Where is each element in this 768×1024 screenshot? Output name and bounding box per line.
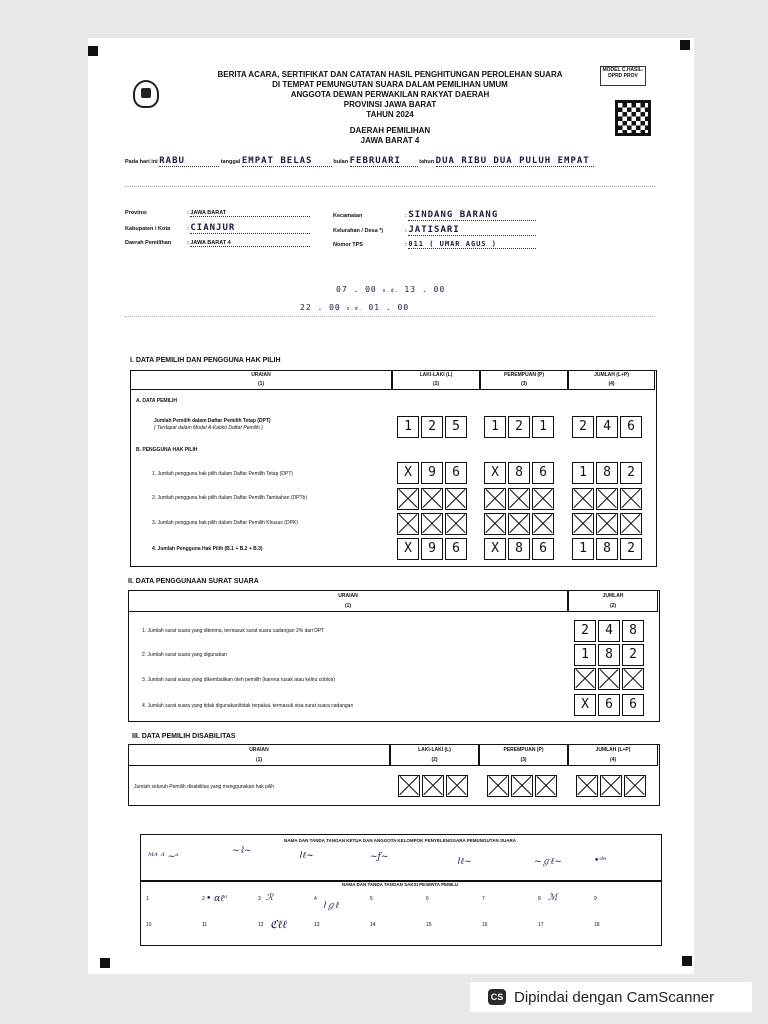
- signature-number: 5: [370, 896, 373, 902]
- signature: ~ℊℓ~: [534, 857, 562, 867]
- s2-r3: 3. Jumlah surat suara yang dikembalikan oleh pemilih (karena rusak atau keliru coblos): [142, 677, 335, 683]
- crossed-box: [421, 513, 443, 535]
- digit-box: X: [574, 694, 596, 716]
- registration-mark: [680, 40, 690, 50]
- digit-box: 1: [574, 644, 596, 666]
- signature: ℛ: [266, 893, 274, 903]
- signature: ~⌇~: [232, 846, 252, 856]
- kabupaten-value: CIANJUR: [190, 223, 310, 234]
- tahun-value: DUA RIBU DUA PULUH EMPAT: [436, 156, 594, 167]
- crossed-box: [508, 513, 530, 535]
- s2-r4: 4. Jumlah surat suara yang tidak digunakan/tidak terpakai, termasuk sisa surat suara cadangan: [142, 703, 354, 709]
- document-header: [190, 70, 590, 146]
- bulan-label: bulan: [333, 159, 349, 165]
- crossed-box: [398, 775, 420, 797]
- crossed-box: [598, 668, 620, 690]
- date-line: [125, 156, 594, 167]
- digit-box: 5: [445, 416, 467, 438]
- crossed-box: [622, 668, 644, 690]
- signature-number: 2: [202, 896, 205, 902]
- signature-number: 6: [426, 896, 429, 902]
- s1-b4: 4. Jumlah Pengguna Hak Pilih (B.1 + B.2 + B.3): [152, 546, 263, 552]
- s1-a-row-sub: ( Terdapat dalam Model A-Kabko Daftar Pemilih ): [154, 425, 263, 431]
- signature: ⌇ℊℓ: [322, 901, 340, 911]
- digit-box: 9: [421, 538, 443, 560]
- digit-box: 2: [574, 620, 596, 642]
- provinsi-value: JAWA BARAT: [190, 210, 310, 217]
- s1-header-total: JUMLAH (L+P) (4): [568, 370, 655, 390]
- digit-box: X: [397, 462, 419, 484]
- s1-a-title: A. DATA PEMILIH: [136, 398, 178, 404]
- crossed-box: [532, 488, 554, 510]
- crossed-box: [421, 488, 443, 510]
- signature-number: 8: [538, 896, 541, 902]
- hari-value: RABU: [159, 156, 219, 167]
- crossed-box: [508, 488, 530, 510]
- crossed-box: [484, 488, 506, 510]
- crossed-box: [620, 488, 642, 510]
- dapil-value: JAWA BARAT 4: [360, 136, 420, 145]
- tahun-label: tahun: [419, 159, 435, 165]
- digit-box: 1: [572, 462, 594, 484]
- header-line: TAHUN 2024: [366, 110, 414, 119]
- time-counting: 22 . 00 s.d. 01 . 00: [300, 303, 410, 312]
- digit-box: 6: [445, 462, 467, 484]
- s1-b1: 1. Jumlah pengguna hak pilih dalam Daftar Pemilih Tetap (DPT): [152, 471, 294, 477]
- registration-mark: [100, 958, 110, 968]
- time-voting: 07 . 00 s.d. 13 . 00: [336, 285, 446, 294]
- registration-mark: [682, 956, 692, 966]
- camscanner-text: Dipindai dengan CamScanner: [514, 988, 715, 1006]
- signature-block-saksi: [140, 880, 662, 946]
- kpu-logo: [133, 80, 159, 108]
- signature-number: 13: [314, 922, 320, 928]
- s1-header-l: LAKI-LAKI (L) (2): [392, 370, 480, 390]
- digit-box: 9: [421, 462, 443, 484]
- digit-box: 8: [622, 620, 644, 642]
- digit-box: 8: [508, 538, 530, 560]
- digit-box: 8: [598, 644, 620, 666]
- crossed-box: [576, 775, 598, 797]
- crossed-box: [572, 513, 594, 535]
- bulan-value: FEBRUARI: [350, 156, 418, 167]
- crossed-box: [596, 513, 618, 535]
- signature-number: 16: [482, 922, 488, 928]
- digit-box: 2: [508, 416, 530, 438]
- digit-box: X: [484, 538, 506, 560]
- s3-header-total: JUMLAH (L+P) (4): [568, 744, 658, 766]
- s2-header-jumlah: JUMLAH (2): [568, 590, 658, 612]
- signature-number: 12: [258, 922, 264, 928]
- signature-number: 11: [202, 922, 208, 928]
- crossed-box: [511, 775, 533, 797]
- dapil-label: DAERAH PEMILIHAN: [349, 126, 431, 135]
- s1-header-uraian: URAIAN (1): [130, 370, 392, 390]
- crossed-box: [446, 775, 468, 797]
- digit-box: 2: [421, 416, 443, 438]
- signature: ℭℓℓ: [270, 918, 287, 931]
- crossed-box: [445, 488, 467, 510]
- digit-box: 8: [508, 462, 530, 484]
- section1-title: I. DATA PEMILIH DAN PENGGUNA HAK PILIH: [130, 357, 281, 364]
- digit-box: X: [397, 538, 419, 560]
- header-line: BERITA ACARA, SERTIFIKAT DAN CATATAN HASIL PENGHITUNGAN PEROLEHAN SUARA: [217, 70, 563, 79]
- registration-mark: [88, 46, 98, 56]
- crossed-box: [445, 513, 467, 535]
- digit-box: 6: [445, 538, 467, 560]
- digit-box: 6: [598, 694, 620, 716]
- signature-title-saksi: NAMA DAN TANDA TANGAN SAKSI PESERTA PEMILU: [341, 882, 459, 887]
- digit-box: 2: [572, 416, 594, 438]
- camscanner-watermark: [470, 982, 752, 1012]
- crossed-box: [487, 775, 509, 797]
- camscanner-icon: CS: [488, 989, 506, 1005]
- signature-number: 14: [370, 922, 376, 928]
- s3-header-p: PEREMPUAN (P) (3): [479, 744, 568, 766]
- crossed-box: [532, 513, 554, 535]
- signature-number: 17: [538, 922, 544, 928]
- signature-number: 7: [482, 896, 485, 902]
- crossed-box: [596, 488, 618, 510]
- digit-box: 6: [622, 694, 644, 716]
- s1-b-title: B. PENGGUNA HAK PILIH: [136, 447, 198, 453]
- signature: ⌇ℓ~: [456, 857, 472, 867]
- signature-title-kpps: NAMA DAN TANDA TANGAN KETUA DAN ANGGOTA KELOMPOK PENYELENGGARA PEMUNGUTAN SUARA: [284, 838, 516, 843]
- crossed-box: [574, 668, 596, 690]
- tps-value: 011 ( UMAR AGUS ): [408, 240, 536, 249]
- digit-box: 8: [596, 462, 618, 484]
- s2-header-uraian: URAIAN (1): [128, 590, 568, 612]
- digit-box: X: [484, 462, 506, 484]
- s1-b3: 3. Jumlah pengguna hak pilih dalam Daftar Pemilih Khusus (DPK): [152, 520, 298, 526]
- digit-box: 6: [532, 462, 554, 484]
- tanggal-label: tanggal: [220, 159, 241, 165]
- blurred-paragraph: [125, 172, 655, 187]
- crossed-box: [624, 775, 646, 797]
- s1-b2: 2. Jumlah pengguna hak pilih dalam Daftar Pemilih Tambahan (DPTb): [152, 495, 307, 501]
- section2-title: II. DATA PENGGUNAAN SURAT SUARA: [128, 578, 259, 585]
- location-left: Provinsi : JAWA BARAT Kabupaten / Kota : CIANJUR Daerah Pemilihan : JAWA BARAT 4: [125, 210, 310, 247]
- section3-title: III. DATA PEMILIH DISABILITAS: [132, 733, 236, 740]
- location-right: Kecamatan : SINDANG BARANG Kelurahan / Desa *) : JATISARI Nomor TPS : 011 ( UMAR AGUS ): [333, 210, 536, 249]
- digit-box: 2: [620, 538, 642, 560]
- signature-number: 10: [146, 922, 152, 928]
- signature: • ɑℓᵒ: [206, 894, 228, 904]
- s3-header-uraian: URAIAN (1): [128, 744, 390, 766]
- signature: ᴹᴬ ᴬ ~ᵃ: [148, 852, 179, 862]
- digit-box: 4: [596, 416, 618, 438]
- signature: •ᵈᵉ: [594, 856, 607, 866]
- s2-r1: 1. Jumlah surat suara yang diterima, termasuk surat suara cadangan 2% dari DPT: [142, 628, 325, 634]
- digit-box: 1: [484, 416, 506, 438]
- s1-header-p: PEREMPUAN (P) (3): [480, 370, 568, 390]
- signature-number: 4: [314, 896, 317, 902]
- digit-box: 6: [620, 416, 642, 438]
- digit-box: 2: [620, 462, 642, 484]
- header-line: PROVINSI JAWA BARAT: [343, 100, 437, 109]
- digit-box: 1: [572, 538, 594, 560]
- tanggal-value: EMPAT BELAS: [242, 156, 332, 167]
- s1-a-row: Jumlah Pemilih dalam Daftar Pemilih Tetap (DPT): [154, 418, 271, 424]
- signature: ~ƒ~: [370, 852, 389, 862]
- qr-code: [615, 100, 651, 136]
- crossed-box: [484, 513, 506, 535]
- signature-number: 15: [426, 922, 432, 928]
- crossed-box: [397, 488, 419, 510]
- signature: ⌇ℓ~: [298, 851, 314, 861]
- hari-label: Pada hari ini: [125, 159, 158, 165]
- signature-number: 18: [594, 922, 600, 928]
- crossed-box: [572, 488, 594, 510]
- digit-box: 2: [622, 644, 644, 666]
- signature-number: 1: [146, 896, 149, 902]
- s3-r1: Jumlah seluruh Pemilih disabilitas yang menggunakan hak pilih: [134, 784, 275, 790]
- digit-box: 6: [532, 538, 554, 560]
- header-line: DI TEMPAT PEMUNGUTAN SUARA DALAM PEMILIHAN UMUM: [272, 80, 508, 89]
- s3-header-l: LAKI-LAKI (L) (2): [390, 744, 479, 766]
- digit-box: 8: [596, 538, 618, 560]
- model-box: MODEL C.HASIL-DPRD PROV: [600, 66, 646, 86]
- crossed-box: [535, 775, 557, 797]
- digit-box: 1: [532, 416, 554, 438]
- s2-r2: 2. Jumlah surat suara yang digunakan: [142, 652, 227, 658]
- crossed-box: [397, 513, 419, 535]
- digit-box: 1: [397, 416, 419, 438]
- digit-box: 4: [598, 620, 620, 642]
- dapil-value-2: JAWA BARAT 4: [190, 240, 310, 247]
- crossed-box: [422, 775, 444, 797]
- kelurahan-value: JATISARI: [408, 225, 536, 236]
- crossed-box: [620, 513, 642, 535]
- signature-number: 9: [594, 896, 597, 902]
- signature: ℳ: [548, 893, 558, 903]
- crossed-box: [600, 775, 622, 797]
- signature-number: 3: [258, 896, 261, 902]
- kecamatan-value: SINDANG BARANG: [408, 210, 536, 221]
- header-line: ANGGOTA DEWAN PERWAKILAN RAKYAT DAERAH: [290, 90, 490, 99]
